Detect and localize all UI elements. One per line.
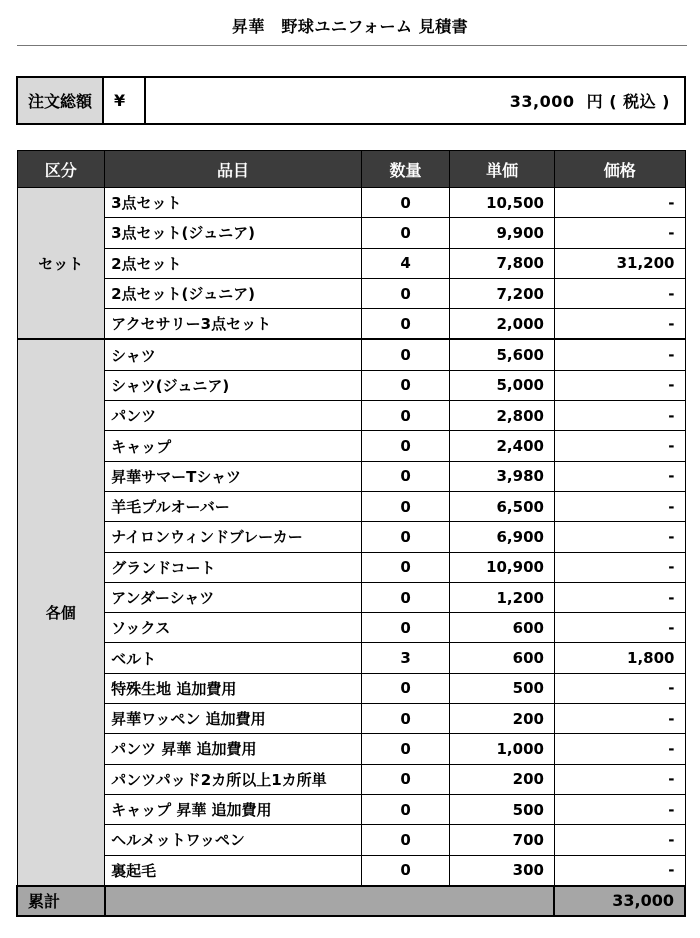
unit-price-cell: 10,900 — [450, 552, 555, 582]
unit-price-cell: 200 — [450, 704, 555, 734]
unit-price-cell: 600 — [450, 613, 555, 643]
quantity-cell: 0 — [361, 370, 449, 400]
quantity-cell: 0 — [361, 794, 449, 824]
header-item: 品目 — [105, 151, 362, 188]
item-name-cell: キャップ 昇華 追加費用 — [105, 794, 362, 824]
cumulative-total-value: 33,000 — [554, 886, 685, 916]
unit-price-cell: 300 — [450, 855, 555, 886]
quantity-cell: 0 — [361, 461, 449, 491]
price-cell: 31,200 — [554, 248, 685, 278]
quantity-cell: 0 — [361, 552, 449, 582]
unit-price-cell: 700 — [450, 825, 555, 855]
item-name-cell: アンダーシャツ — [105, 582, 362, 612]
order-total-value: 33,000 — [509, 92, 575, 111]
quantity-cell: 0 — [361, 855, 449, 886]
item-name-cell: ソックス — [105, 613, 362, 643]
price-cell: - — [554, 339, 685, 370]
table-row — [17, 613, 685, 643]
table-row — [17, 582, 685, 612]
table-row — [17, 339, 685, 370]
order-total-label: 注文総額 — [17, 77, 103, 124]
quantity-cell: 0 — [361, 613, 449, 643]
item-name-cell: 3点セット — [105, 188, 362, 218]
table-row — [17, 491, 685, 521]
header-quantity: 数量 — [361, 151, 449, 188]
item-name-cell: シャツ(ジュニア) — [105, 370, 362, 400]
quantity-cell: 0 — [361, 188, 449, 218]
price-cell: - — [554, 370, 685, 400]
unit-price-cell: 1,200 — [450, 582, 555, 612]
quantity-cell: 0 — [361, 734, 449, 764]
table-row — [17, 552, 685, 582]
price-cell: - — [554, 218, 685, 248]
item-name-cell: ナイロンウィンドブレーカー — [105, 522, 362, 552]
cumulative-total-row — [17, 886, 685, 916]
table-row — [17, 248, 685, 278]
table-row — [17, 188, 685, 218]
table-row — [17, 218, 685, 248]
table-row — [17, 401, 685, 431]
unit-price-cell: 7,200 — [450, 278, 555, 308]
item-name-cell: 2点セット — [105, 248, 362, 278]
table-row — [17, 431, 685, 461]
table-row — [17, 855, 685, 886]
table-body — [17, 188, 685, 916]
header-category: 区分 — [17, 151, 105, 188]
table-row — [17, 673, 685, 703]
item-name-cell: 2点セット(ジュニア) — [105, 278, 362, 308]
item-name-cell: パンツ 昇華 追加費用 — [105, 734, 362, 764]
price-cell: 1,800 — [554, 643, 685, 673]
quantity-cell: 0 — [361, 825, 449, 855]
quantity-cell: 0 — [361, 309, 449, 340]
price-cell: - — [554, 309, 685, 340]
item-name-cell: アクセサリー3点セット — [105, 309, 362, 340]
unit-price-cell: 5,600 — [450, 339, 555, 370]
price-cell: - — [554, 825, 685, 855]
unit-price-cell: 600 — [450, 643, 555, 673]
price-cell: - — [554, 431, 685, 461]
quantity-cell: 0 — [361, 673, 449, 703]
quantity-cell: 0 — [361, 764, 449, 794]
table-row — [17, 522, 685, 552]
unit-price-cell: 200 — [450, 764, 555, 794]
unit-price-cell: 9,900 — [450, 218, 555, 248]
item-name-cell: シャツ — [105, 339, 362, 370]
item-name-cell: 特殊生地 追加費用 — [105, 673, 362, 703]
cumulative-total-spacer — [105, 886, 555, 916]
table-row — [17, 461, 685, 491]
order-total-suffix: 円 ( 税込 ) — [586, 92, 670, 111]
quantity-cell: 0 — [361, 522, 449, 552]
price-cell: - — [554, 461, 685, 491]
price-cell: - — [554, 855, 685, 886]
unit-price-cell: 2,400 — [450, 431, 555, 461]
item-name-cell: 羊毛プルオーバー — [105, 491, 362, 521]
unit-price-cell: 500 — [450, 794, 555, 824]
item-name-cell: ヘルメットワッペン — [105, 825, 362, 855]
table-row — [17, 794, 685, 824]
item-name-cell: 昇華サマーTシャツ — [105, 461, 362, 491]
unit-price-cell: 10,500 — [450, 188, 555, 218]
quantity-cell: 0 — [361, 704, 449, 734]
quantity-cell: 0 — [361, 278, 449, 308]
item-name-cell: 昇華ワッペン 追加費用 — [105, 704, 362, 734]
quote-table — [16, 150, 686, 917]
header-unit-price: 単価 — [450, 151, 555, 188]
table-row — [17, 764, 685, 794]
unit-price-cell: 2,000 — [450, 309, 555, 340]
table-row — [17, 309, 685, 340]
order-total-box — [16, 76, 686, 125]
quantity-cell: 0 — [361, 431, 449, 461]
price-cell: - — [554, 613, 685, 643]
item-name-cell: 3点セット(ジュニア) — [105, 218, 362, 248]
table-row — [17, 734, 685, 764]
item-name-cell: キャップ — [105, 431, 362, 461]
unit-price-cell: 1,000 — [450, 734, 555, 764]
header-price: 価格 — [554, 151, 685, 188]
quantity-cell: 3 — [361, 643, 449, 673]
item-name-cell: パンツパッド2カ所以上1カ所単 — [105, 764, 362, 794]
cumulative-total-label: 累計 — [17, 886, 105, 916]
category-cell: セット — [17, 188, 105, 340]
unit-price-cell: 6,900 — [450, 522, 555, 552]
price-cell: - — [554, 278, 685, 308]
unit-price-cell: 5,000 — [450, 370, 555, 400]
quantity-cell: 0 — [361, 218, 449, 248]
page-title: 昇華 野球ユニフォーム 見積書 — [231, 17, 469, 36]
price-cell: - — [554, 582, 685, 612]
item-name-cell: ベルト — [105, 643, 362, 673]
item-name-cell: パンツ — [105, 401, 362, 431]
price-cell: - — [554, 673, 685, 703]
price-cell: - — [554, 734, 685, 764]
quantity-cell: 4 — [361, 248, 449, 278]
quantity-cell: 0 — [361, 491, 449, 521]
currency-symbol: ¥ — [103, 77, 145, 124]
category-cell: 各個 — [17, 339, 105, 885]
table-row — [17, 643, 685, 673]
price-cell: - — [554, 401, 685, 431]
table-row — [17, 278, 685, 308]
price-cell: - — [554, 704, 685, 734]
price-cell: - — [554, 188, 685, 218]
price-cell: - — [554, 552, 685, 582]
order-total-amount — [145, 77, 685, 124]
unit-price-cell: 3,980 — [450, 461, 555, 491]
title-divider — [17, 45, 687, 46]
price-cell: - — [554, 764, 685, 794]
unit-price-cell: 2,800 — [450, 401, 555, 431]
price-cell: - — [554, 794, 685, 824]
unit-price-cell: 500 — [450, 673, 555, 703]
table-header-row — [17, 151, 685, 188]
item-name-cell: 裏起毛 — [105, 855, 362, 886]
table-row — [17, 704, 685, 734]
quantity-cell: 0 — [361, 339, 449, 370]
price-cell: - — [554, 491, 685, 521]
quantity-cell: 0 — [361, 582, 449, 612]
item-name-cell: グランドコート — [105, 552, 362, 582]
unit-price-cell: 7,800 — [450, 248, 555, 278]
table-row — [17, 370, 685, 400]
quantity-cell: 0 — [361, 401, 449, 431]
price-cell: - — [554, 522, 685, 552]
unit-price-cell: 6,500 — [450, 491, 555, 521]
table-row — [17, 825, 685, 855]
